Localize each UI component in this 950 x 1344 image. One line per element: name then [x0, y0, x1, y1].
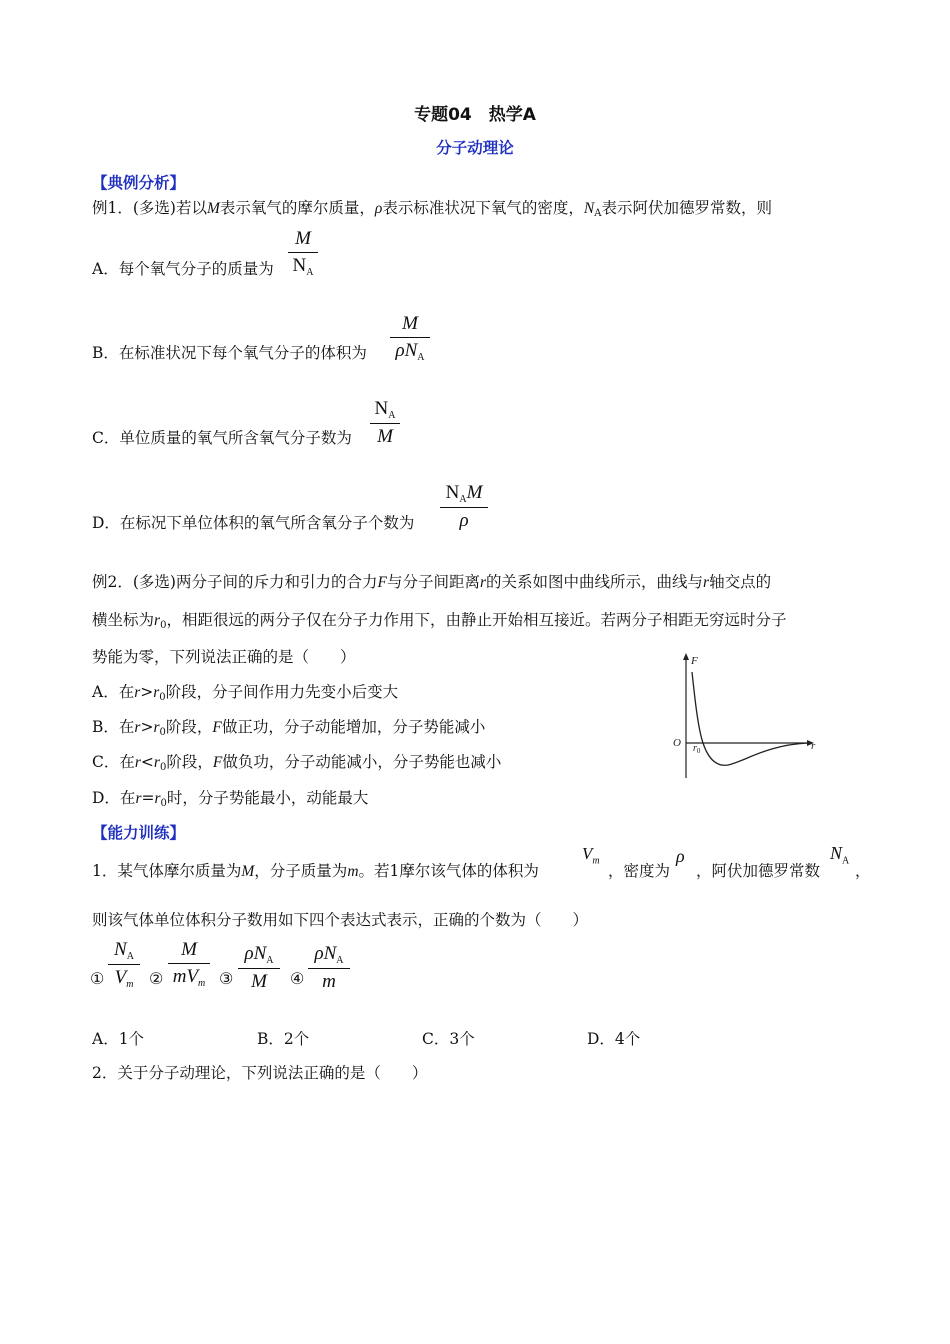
example1-option-a-fraction: $\frac{M}{N_A}$: [288, 228, 318, 278]
example1-stem: 例1．(多选)若以M表示氧气的摩尔质量，ρ表示标准状况下氧气的密度，$N_A$表示阿伏加德罗常数，则: [92, 199, 772, 219]
graph-y-label: F: [691, 655, 698, 667]
question1-choice-a: A．1个: [92, 1030, 145, 1048]
example1-option-a: A．每个氧气分子的质量为: [92, 260, 274, 278]
question1-line2: 则该气体单位体积分子数用如下四个表达式表示，正确的个数为（ ）: [92, 911, 589, 929]
example2-stem-line3: 势能为零，下列说法正确的是（ ）: [92, 648, 356, 666]
section-heading-examples: 【典例分析】: [92, 174, 186, 192]
example1-option-c-fraction: $\frac{N_A}{M}$: [370, 398, 400, 448]
question1-choice-b: B．2个: [257, 1030, 310, 1048]
example2-option-b: B．在$r>r_0$阶段，F做正功，分子动能增加，分子势能减小: [92, 718, 486, 738]
question1-choice-d: D．4个: [587, 1030, 641, 1048]
question1-expr4: $\rho N_A$ m: [308, 943, 350, 993]
graph-force-curve: [692, 672, 808, 765]
example1-option-d-fraction: $N_AM$ ρ: [440, 482, 488, 532]
graph-r0-label: $r_0$: [693, 743, 701, 755]
example2-option-a: A．在$r>r_0$阶段，分子间作用力先变小后变大: [92, 683, 399, 703]
question1-expr2: M $mV_m$: [168, 939, 210, 989]
question1-density-label: ，密度为: [608, 862, 671, 880]
question1-density-symbol: ρ: [676, 846, 685, 866]
question1-expr3: $\rho N_A$ M: [238, 943, 280, 993]
example2-option-c: C．在$r<r_0$阶段，F做负功，分子动能减小，分子势能也减小: [92, 753, 502, 773]
question1-choice-c: C．3个: [422, 1030, 475, 1048]
question1-expr2-marker: ②: [149, 969, 164, 988]
question1-expr1-marker: ①: [90, 969, 105, 988]
graph-x-label: r: [811, 740, 816, 752]
question1-avogadro-label: ，阿伏加德罗常数: [696, 862, 821, 880]
example1-option-c: C．单位质量的氧气所含氧气分子数为: [92, 429, 352, 447]
example2-stem-line2: 横坐标为$r_0$，相距很远的两分子仅在分子力作用下，由静止开始相互接近。若两分子相距无穷远时分子: [92, 611, 787, 631]
graph-origin-label: O: [673, 737, 681, 749]
example1-option-b: B．在标准状况下每个氧气分子的体积为: [92, 344, 367, 362]
example1-option-b-fraction: M $\rho N_A$: [390, 313, 430, 363]
question1-avogadro-symbol: $N_A$: [830, 843, 850, 867]
question1-expr3-marker: ③: [219, 969, 234, 988]
graph-y-axis-arrow: [683, 653, 689, 660]
page-subtitle: 分子动理论: [436, 139, 514, 157]
page-title: 专题04 热学A: [414, 105, 536, 125]
question1-expr1: $\frac{N_A}{V_m}$: [108, 939, 140, 990]
force-distance-graph: [668, 650, 828, 782]
example1-option-d: D．在标况下单位体积的氧气所含氧分子个数为: [92, 514, 415, 532]
question2-stem: 2．关于分子动理论，下列说法正确的是（ ）: [92, 1064, 428, 1082]
question1-line1: 1．某气体摩尔质量为M，分子质量为m。若1摩尔该气体的体积为: [92, 862, 539, 880]
example2-option-d: D．在$r=r_0$时，分子势能最小，动能最大: [92, 789, 369, 809]
question1-volume-symbol: $V_m$: [582, 844, 600, 867]
section-heading-training: 【能力训练】: [92, 824, 186, 842]
example2-stem-line1: 例2．(多选)两分子间的斥力和引力的合力F与分子间距离r的关系如图中曲线所示，曲线与r轴交点的: [92, 573, 772, 591]
question1-line1-end: ，: [855, 862, 871, 880]
question1-expr4-marker: ④: [290, 969, 305, 988]
